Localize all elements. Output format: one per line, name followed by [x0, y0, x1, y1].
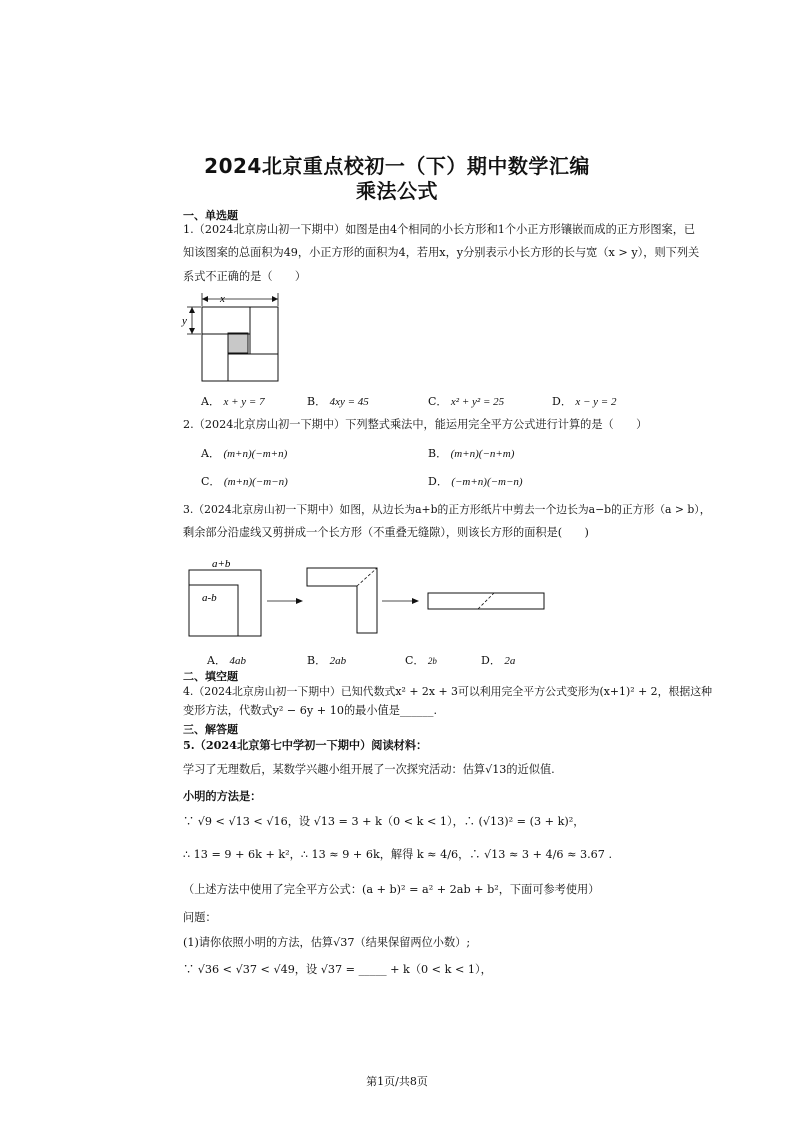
section-heading-answer: 三、解答题 [183, 723, 238, 736]
q1-figure [180, 288, 285, 386]
q1-stem-line3: 系式不正确的是（ ） [183, 270, 307, 283]
q5-sub1: (1)请你依照小明的方法，估算√37（结果保留两位小数）; [183, 936, 471, 949]
q1-stem-line2: 知该图案的总面积为49，小正方形的面积为4，若用x，y分别表示小长方形的长与宽（x > y），则下列关 [183, 246, 700, 259]
q2-option-a[interactable]: A． (m+n)(−m+n) [201, 447, 288, 460]
q3-rect-cut-line [478, 593, 494, 609]
q1-stem-line1: 1.（2024北京房山初一下期中）如图是由4个相同的小长方形和1个小正方形镶嵌而成的正方形图案，已 [183, 223, 696, 236]
q5-method-title: 小明的方法是： [183, 789, 262, 803]
q1-option-c[interactable]: C． x² + y² = 25 [428, 395, 505, 408]
q1-option-a[interactable]: A． x + y = 7 [201, 395, 265, 408]
q2-option-c[interactable]: C． (m+n)(−m−n) [201, 475, 288, 488]
q1-option-b[interactable]: B． 4xy = 45 [307, 395, 369, 408]
q3-option-c[interactable]: C． 2b [405, 654, 437, 667]
q5-sub1-step: ∵ √36 < √37 < √49，设 √37 = _____ + k（0 < k < 1）， [183, 963, 492, 976]
q2-stem: 2.（2024北京房山初一下期中）下列整式乘法中，能运用完全平方公式进行计算的是（ ） [183, 418, 648, 431]
q5-note: （上述方法中使用了完全平方公式：(a + b)² = a² + 2ab + b²，下面可参考使用） [183, 883, 600, 896]
q3-stem-line1: 3.（2024北京房山初一下期中）如图，从边长为a+b的正方形纸片中剪去一个边长为a−b的正方形（a > b）， [183, 503, 711, 516]
q1-y-label: y [182, 315, 187, 327]
q5-step2: ∴ 13 = 9 + 6k + k²，∴ 13 ≈ 9 + 6k，解得 k ≈ 4/6，∴ √13 ≈ 3 + 4/6 ≈ 3.67 . [183, 848, 613, 861]
q5-question-label: 问题： [183, 911, 217, 924]
q4-stem-line2: 变形方法，代数式y² − 6y + 10的最小值是______. [183, 704, 438, 717]
q1-x-arrow-right [272, 296, 278, 302]
q5-intro: 学习了无理数后，某数学兴趣小组开展了一次探究活动：估算√13的近似值. [183, 763, 555, 776]
page-footer: 第1页/共8页 [366, 1075, 428, 1088]
q2-option-d[interactable]: D． (−m+n)(−m−n) [428, 475, 523, 488]
q4-stem-line1: 4.（2024北京房山初一下期中）已知代数式x² + 2x + 3可以利用完全平方公式变形为(x+1)² + 2，根据这种 [183, 685, 713, 698]
q3-option-d[interactable]: D． 2a [481, 654, 516, 667]
section-heading-single-choice: 一、单选题 [183, 209, 238, 222]
page-subtitle: 乘法公式 [356, 179, 438, 203]
q3-cut-line [357, 568, 377, 586]
q3-outer-square [189, 570, 261, 636]
section-heading-fill-blank: 二、填空题 [183, 670, 238, 683]
q1-small-square [228, 333, 248, 353]
q5-stem: 5.（2024北京第七中学初一下期中）阅读材料： [183, 738, 428, 752]
q1-option-d[interactable]: D． x − y = 2 [552, 395, 617, 408]
q2-option-b[interactable]: B． (m+n)(−n+m) [428, 447, 515, 460]
q3-option-b[interactable]: B． 2ab [307, 654, 347, 667]
q3-inner-label: a-b [202, 592, 217, 604]
q3-figure [185, 553, 550, 643]
page-title: 2024北京重点校初一（下）期中数学汇编 [204, 154, 590, 178]
q3-option-a[interactable]: A． 4ab [207, 654, 246, 667]
q1-x-label: x [220, 293, 225, 305]
q5-step1: ∵ √9 < √13 < √16，设 √13 = 3 + k（0 < k < 1），∴ (√13)² = (3 + k)²， [183, 815, 585, 828]
q3-stem-line2: 剩余部分沿虚线又剪拼成一个长方形（不重叠无缝隙），则该长方形的面积是( ) [183, 526, 589, 539]
q3-outer-label: a+b [212, 558, 231, 570]
q1-x-arrow-left [202, 296, 208, 302]
